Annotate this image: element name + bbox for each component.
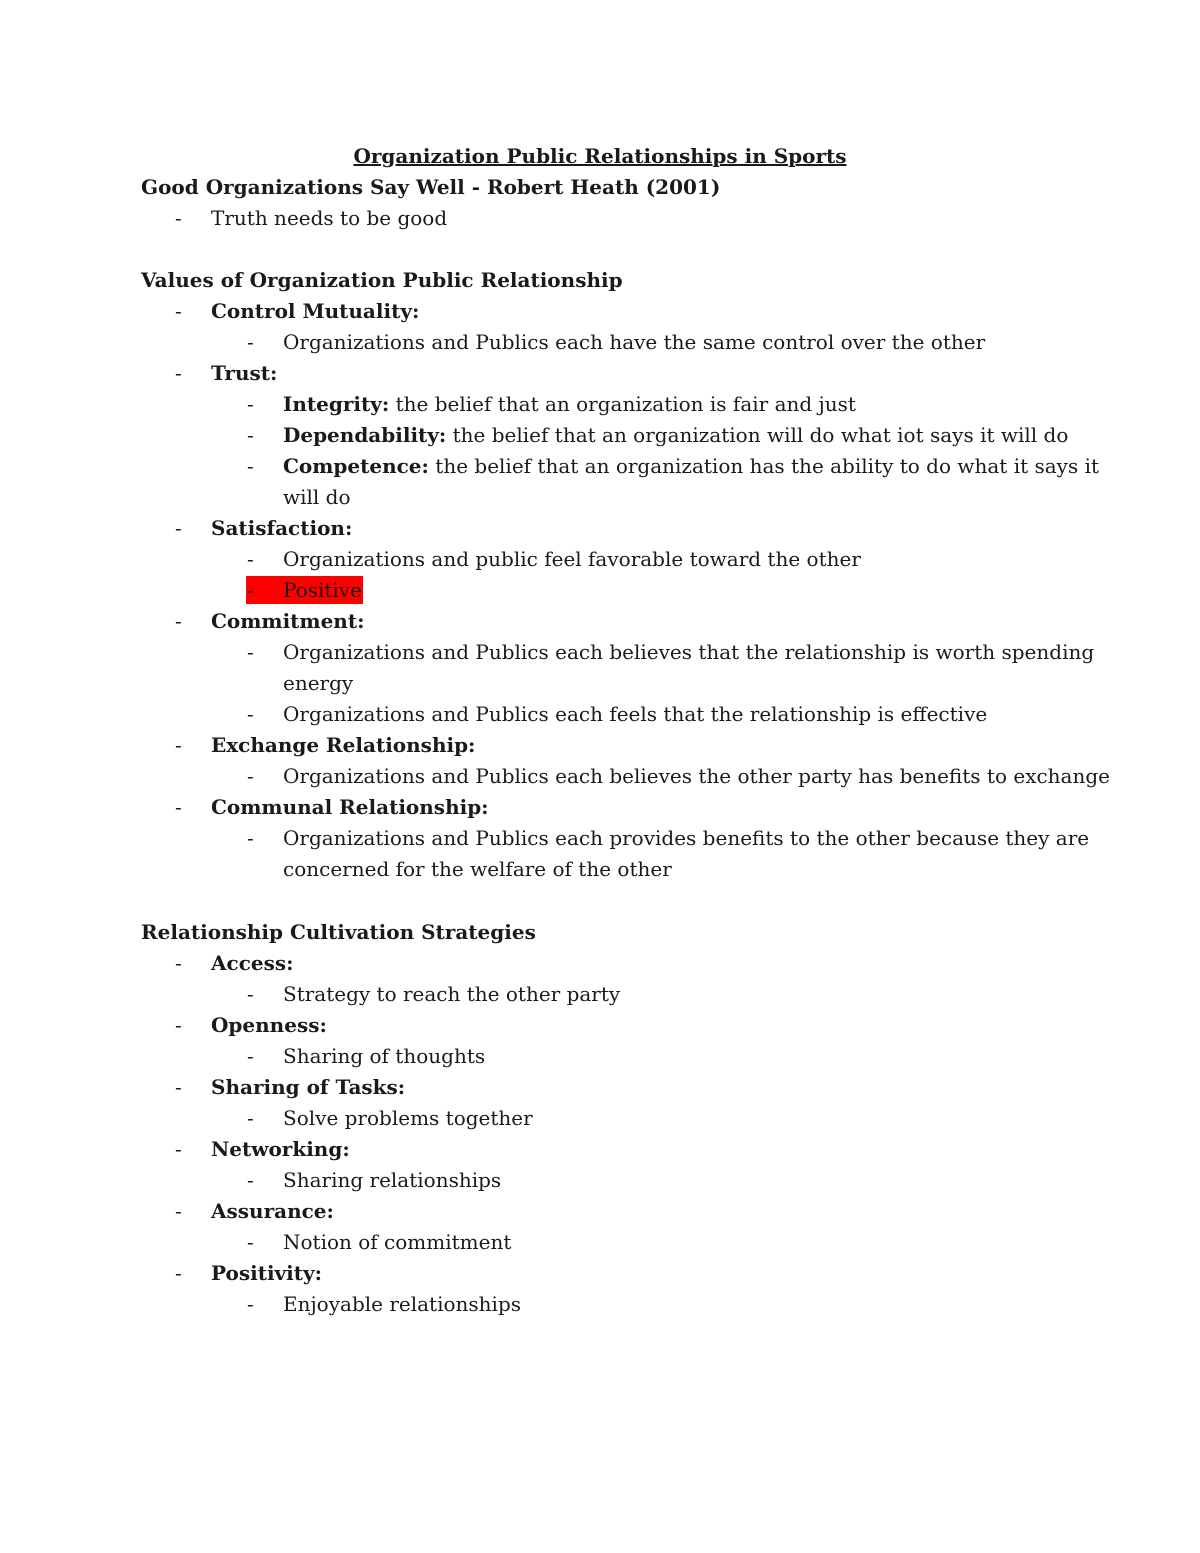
definition-text: the belief that an organization is fair and just (389, 392, 856, 416)
term-commitment: Commitment: (211, 609, 365, 633)
list-item: Notion of commitment (283, 1230, 512, 1254)
bullet-dash: - (175, 1075, 182, 1099)
bullet-dash: - (247, 547, 254, 571)
bullet-dash: - (247, 1292, 254, 1316)
list-item: Organizations and Publics each believes the other party has benefits to exchange (283, 764, 1111, 788)
term-control-mutuality: Control Mutuality: (211, 299, 420, 323)
list-item: Strategy to reach the other party (283, 982, 621, 1006)
term-access: Access: (211, 951, 294, 975)
list-item-continuation: energy (283, 671, 354, 695)
term-positivity: Positivity: (211, 1261, 322, 1285)
definition-text: the belief that an organization has the ability to do what it says it (428, 454, 1100, 478)
definition-text: the belief that an organization will do what iot says it will do (446, 423, 1069, 447)
term-trust: Trust: (211, 361, 278, 385)
list-item: Sharing of thoughts (283, 1044, 486, 1068)
bullet-dash: - (247, 1044, 254, 1068)
term-sharing-of-tasks: Sharing of Tasks: (211, 1075, 406, 1099)
list-item-integrity (283, 390, 856, 418)
bullet-dash: - (247, 423, 254, 447)
list-item: Solve problems together (283, 1106, 533, 1130)
document-title: Organization Public Relationships in Sports (353, 144, 847, 168)
bullet-dash: - (247, 640, 254, 664)
list-item: Sharing relationships (283, 1168, 502, 1192)
bullet-dash: - (175, 361, 182, 385)
bullet-dash: - (175, 609, 182, 633)
bullet-dash: - (247, 702, 254, 726)
bullet-dash: - (175, 1261, 182, 1285)
list-item: Organizations and Publics each provides benefits to the other because they are (283, 826, 1090, 850)
list-item-dependability (283, 421, 1068, 449)
term-networking: Networking: (211, 1137, 350, 1161)
bullet-dash: - (175, 299, 182, 323)
term-integrity: Integrity: (283, 392, 390, 416)
term-exchange-relationship: Exchange Relationship: (211, 733, 476, 757)
bullet-dash: - (175, 795, 182, 819)
bullet-dash: - (175, 1137, 182, 1161)
section-heading-heath: Good Organizations Say Well - Robert Heath (2001) (141, 175, 721, 199)
term-assurance: Assurance: (211, 1199, 334, 1223)
list-item: Enjoyable relationships (283, 1292, 522, 1316)
bullet-dash: - (247, 392, 254, 416)
term-dependability: Dependability: (283, 423, 447, 447)
list-item: Truth needs to be good (211, 206, 448, 230)
bullet-dash: - (247, 1168, 254, 1192)
list-item-positive: Positive (283, 578, 362, 602)
bullet-dash: - (247, 454, 254, 478)
list-item-continuation: concerned for the welfare of the other (283, 857, 672, 881)
term-competence: Competence: (283, 454, 429, 478)
bullet-dash: - (175, 516, 182, 540)
bullet-dash: - (175, 733, 182, 757)
bullet-dash: - (247, 1230, 254, 1254)
bullet-dash: - (175, 1199, 182, 1223)
section-heading-strategies: Relationship Cultivation Strategies (141, 920, 536, 944)
list-item-competence (283, 452, 1099, 480)
bullet-dash: - (175, 1013, 182, 1037)
list-item-continuation: will do (283, 485, 351, 509)
bullet-dash: - (247, 764, 254, 788)
list-item: Organizations and public feel favorable toward the other (283, 547, 861, 571)
bullet-dash: - (247, 982, 254, 1006)
bullet-dash: - (247, 1106, 254, 1130)
list-item: Organizations and Publics each believes that the relationship is worth spending (283, 640, 1095, 664)
term-openness: Openness: (211, 1013, 327, 1037)
bullet-dash: - (175, 951, 182, 975)
list-item: Organizations and Publics each feels that the relationship is effective (283, 702, 988, 726)
list-item: Organizations and Publics each have the same control over the other (283, 330, 986, 354)
bullet-dash: - (247, 578, 254, 602)
section-heading-values: Values of Organization Public Relationship (141, 268, 623, 292)
bullet-dash: - (247, 826, 254, 850)
bullet-dash: - (247, 330, 254, 354)
term-communal-relationship: Communal Relationship: (211, 795, 489, 819)
bullet-dash: - (175, 206, 182, 230)
term-satisfaction: Satisfaction: (211, 516, 353, 540)
